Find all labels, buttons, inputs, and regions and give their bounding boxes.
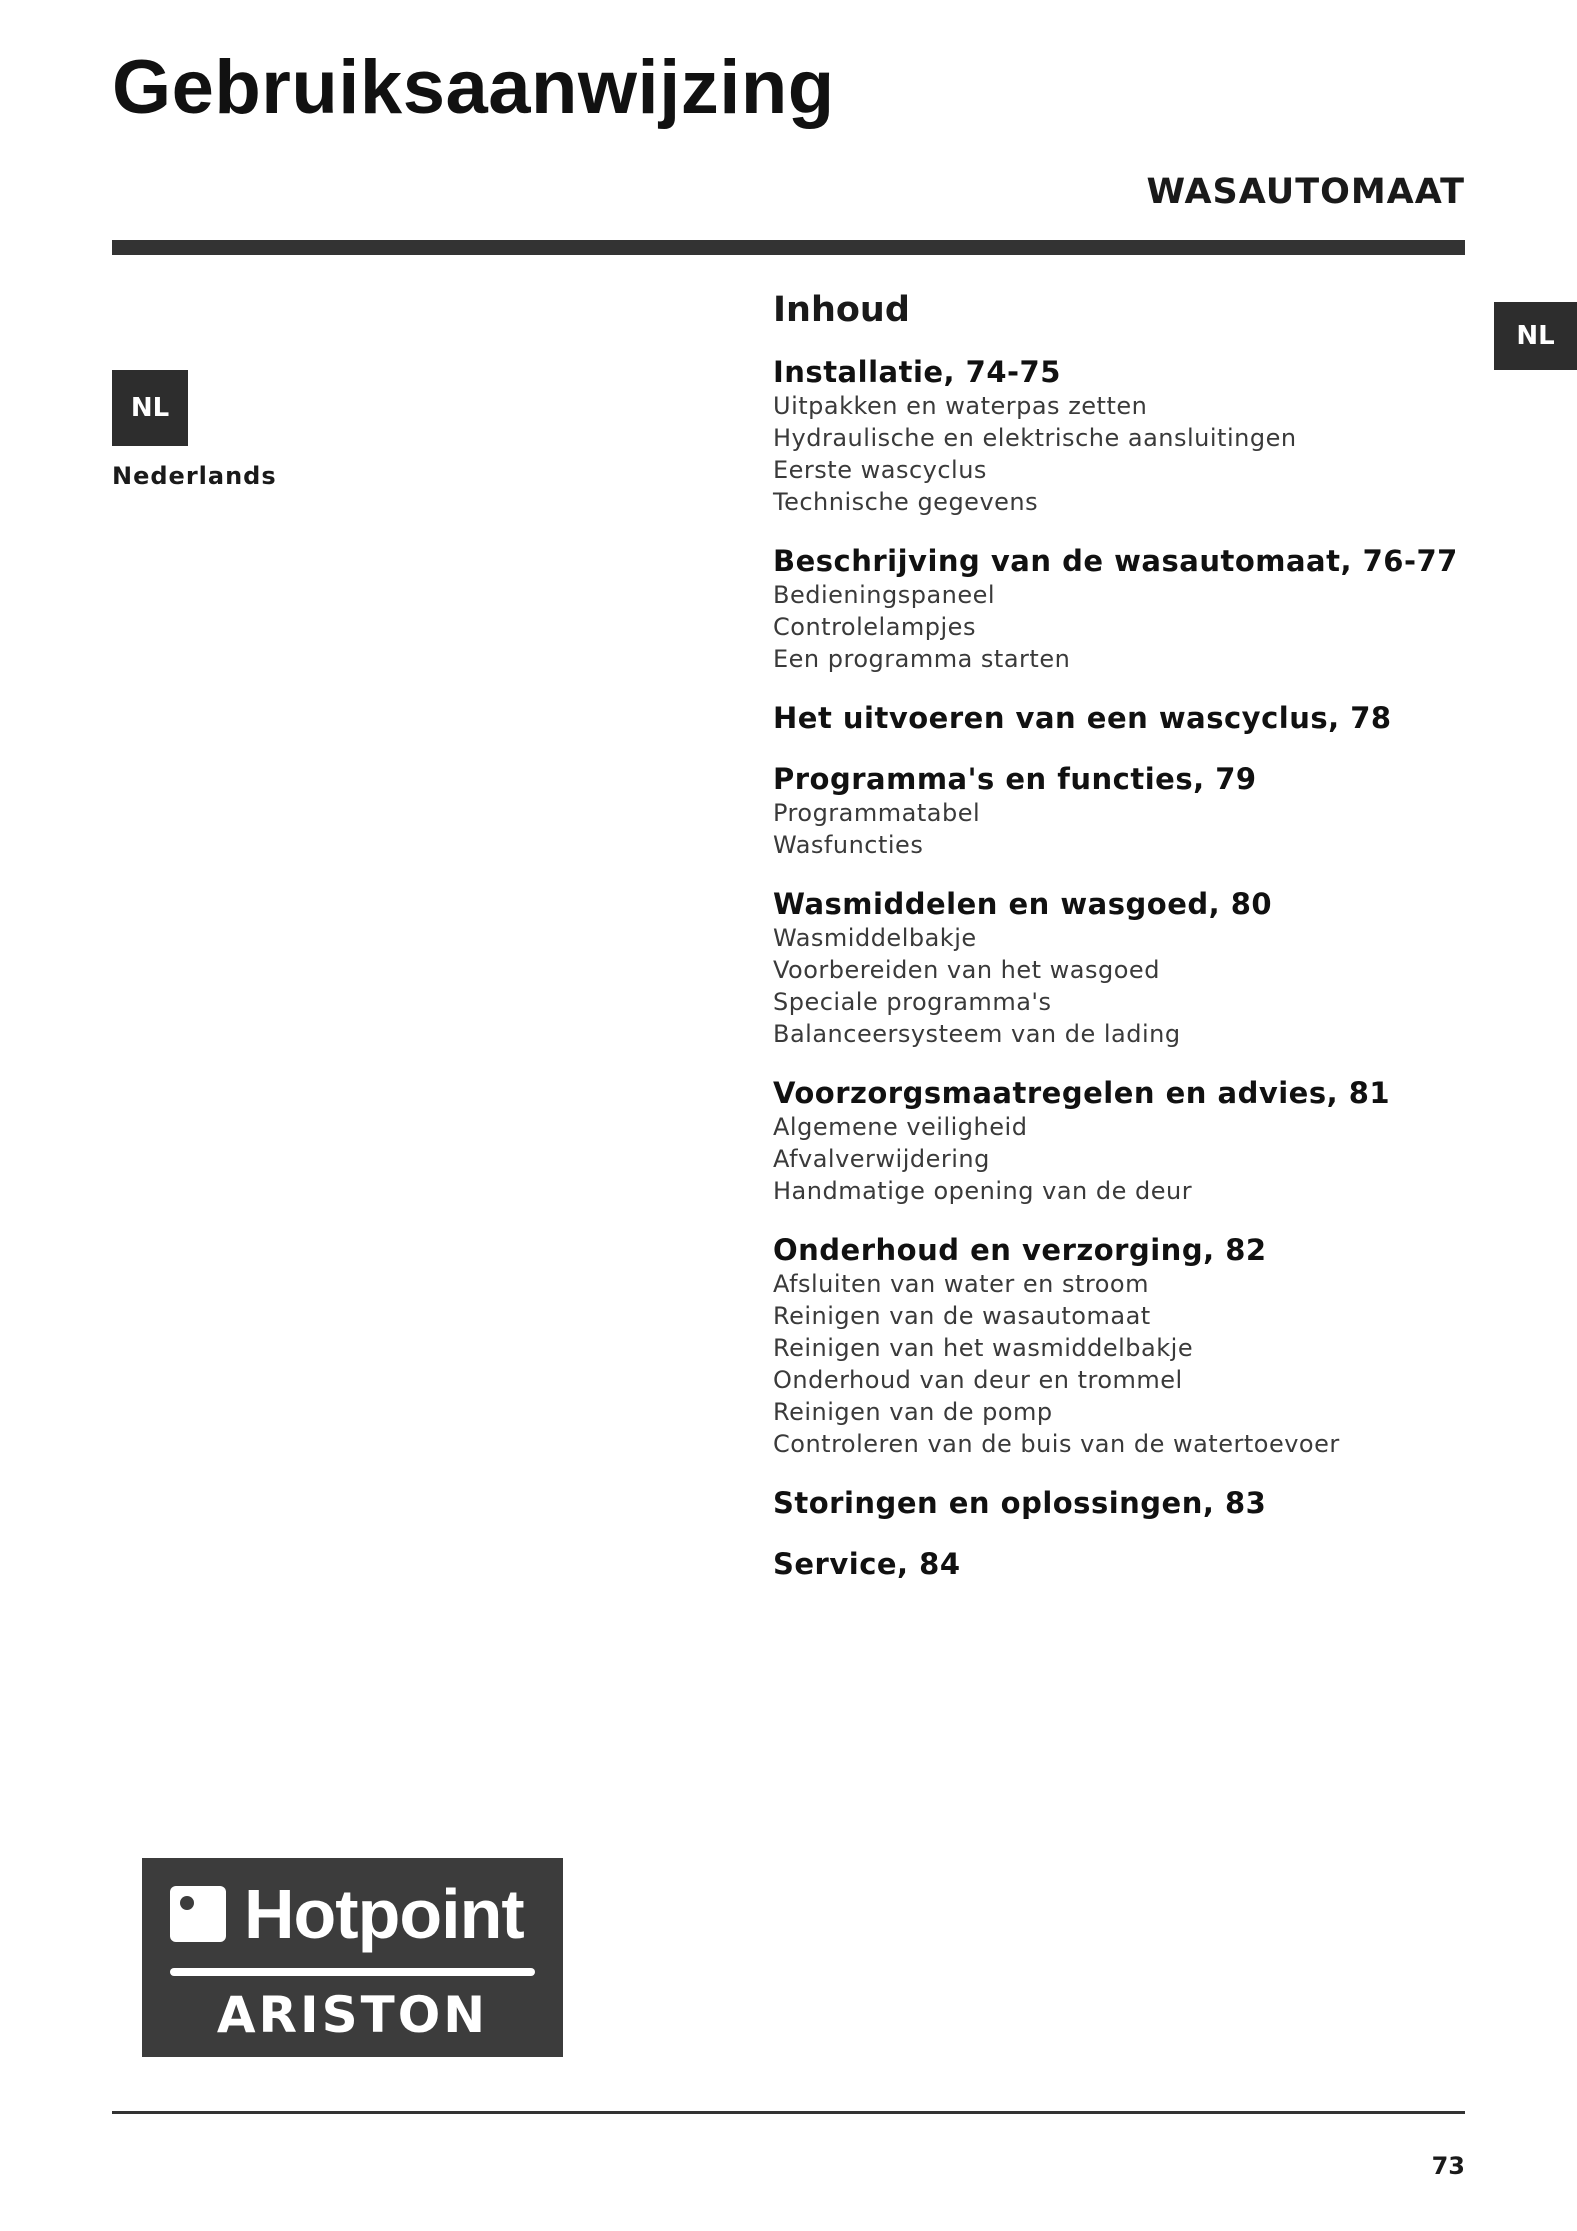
toc-section-title: Het uitvoeren van een wascyclus, 78 [773,701,1392,735]
table-of-contents [773,290,1493,1607]
toc-item: Balanceersysteem van de lading [773,1020,1181,1048]
header-divider [112,240,1465,255]
toc-item: Onderhoud van deur en trommel [773,1366,1183,1394]
toc-item: Controleren van de buis van de watertoevoer [773,1430,1340,1458]
toc-item: Hydraulische en elektrische aansluitingen [773,424,1297,452]
toc-item: Speciale programma's [773,988,1052,1016]
toc-item: Reinigen van de pomp [773,1398,1053,1426]
toc-item: Wasfuncties [773,831,924,859]
toc-section [773,1485,1493,1521]
toc-section-title: Onderhoud en verzorging, 82 [773,1233,1267,1267]
toc-section-title: Voorzorgsmaatregelen en advies, 81 [773,1076,1391,1110]
toc-item: Controlelampjes [773,613,976,641]
hotpoint-square-icon [170,1886,226,1942]
toc-section [773,1075,1493,1207]
toc-item: Eerste wascyclus [773,456,987,484]
toc-item: Technische gegevens [773,488,1039,516]
toc-section [773,543,1493,675]
toc-section-title: Beschrijving van de wasautomaat, 76-77 [773,544,1458,578]
toc-section [773,700,1493,736]
toc-section [773,1232,1493,1460]
toc-item: Wasmiddelbakje [773,924,977,952]
language-tab: NL [1494,302,1577,370]
hotpoint-ariston-logo [142,1858,563,2057]
toc-item: Afvalverwijdering [773,1145,990,1173]
logo-brand: Hotpoint [244,1875,524,1953]
toc-section [773,761,1493,861]
toc-section-title: Storingen en oplossingen, 83 [773,1486,1267,1520]
footer-divider [112,2111,1465,2114]
product-type: WASAUTOMAAT [1146,172,1465,212]
language-badge: NL [112,370,188,446]
toc-item: Reinigen van het wasmiddelbakje [773,1334,1194,1362]
page-number: 73 [1431,2152,1465,2180]
toc-item: Uitpakken en waterpas zetten [773,392,1148,420]
toc-section [773,354,1493,518]
toc-section [773,1546,1493,1582]
toc-section-title: Service, 84 [773,1547,961,1581]
toc-item: Een programma starten [773,645,1071,673]
document-title: Gebruiksaanwijzing [112,45,835,130]
toc-item: Handmatige opening van de deur [773,1177,1193,1205]
toc-sections [773,354,1493,1582]
toc-section-title: Wasmiddelen en wasgoed, 80 [773,887,1273,921]
logo-divider [170,1968,535,1976]
toc-section [773,886,1493,1050]
toc-item: Bedieningspaneel [773,581,996,609]
toc-item: Afsluiten van water en stroom [773,1270,1149,1298]
toc-item: Voorbereiden van het wasgoed [773,956,1160,984]
toc-section-title: Programma's en functies, 79 [773,762,1257,796]
toc-item: Reinigen van de wasautomaat [773,1302,1151,1330]
toc-item: Programmatabel [773,799,981,827]
toc-item: Algemene veiligheid [773,1113,1028,1141]
language-name: Nederlands [112,462,277,490]
toc-heading: Inhoud [773,290,910,330]
toc-section-title: Installatie, 74-75 [773,355,1061,389]
logo-sub: ARISTON [216,1986,489,2044]
